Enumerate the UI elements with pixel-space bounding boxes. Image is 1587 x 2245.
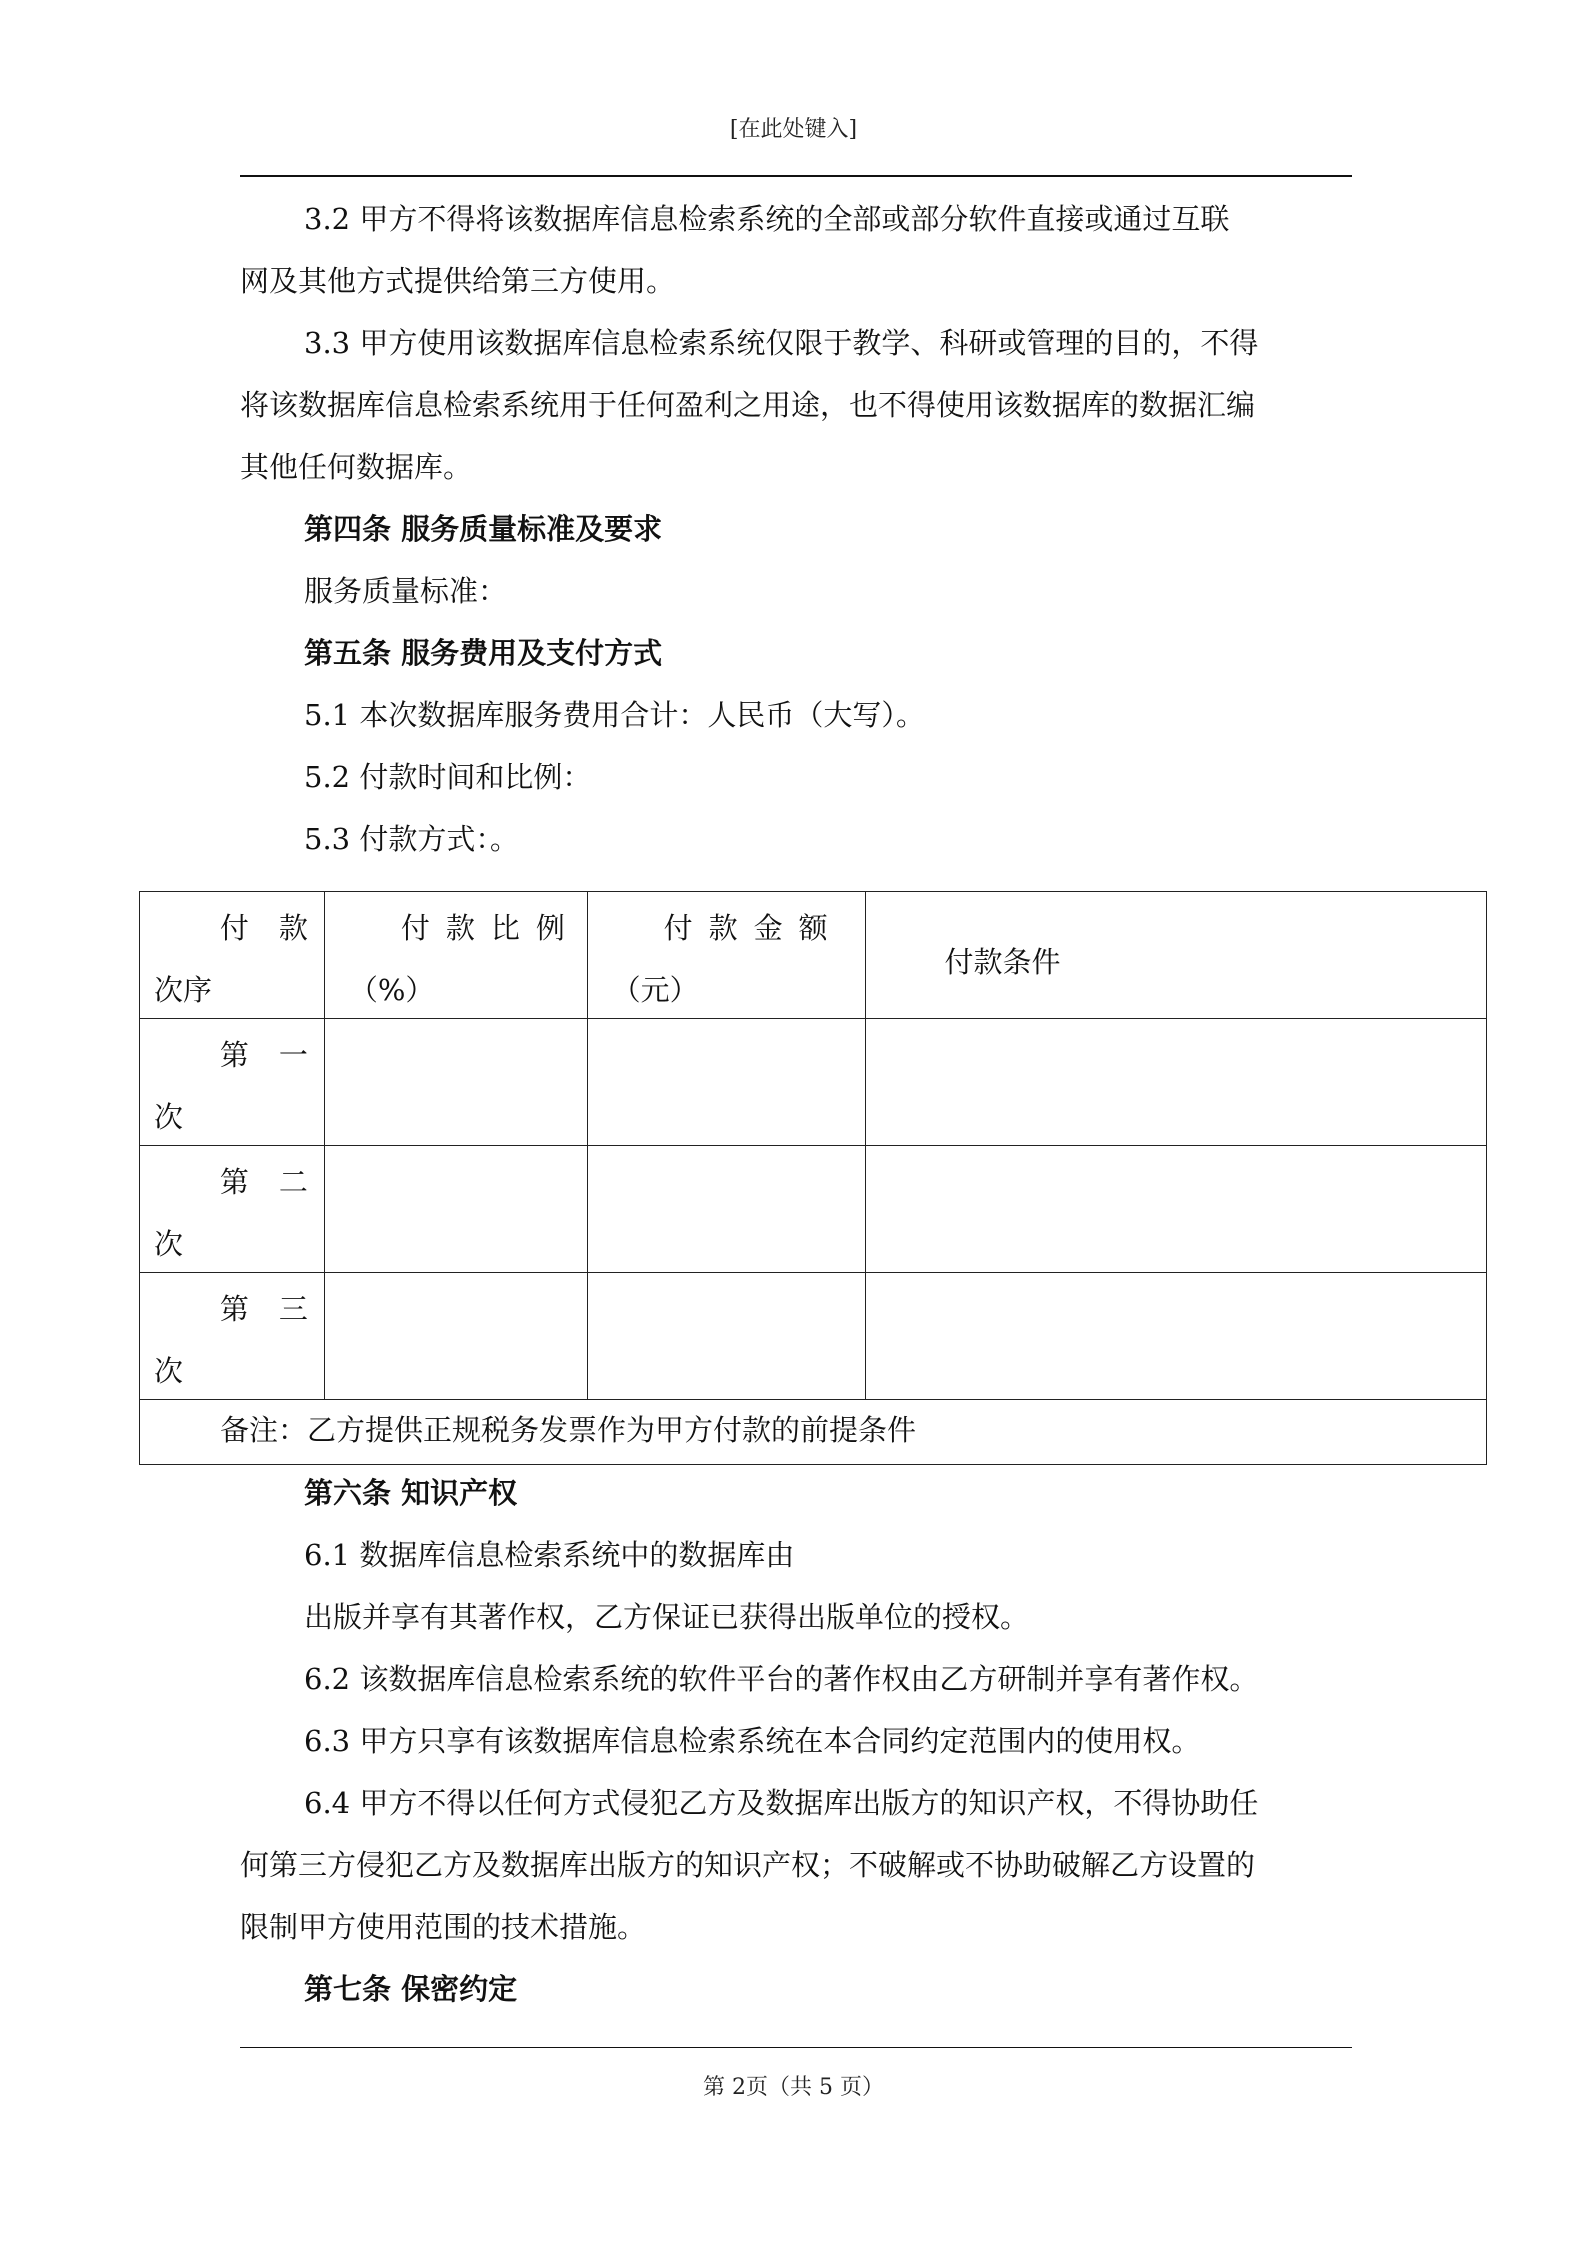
paragraph-line: 6.1 数据库信息检索系统中的数据库由 [304,1538,795,1572]
paragraph-line: 限制甲方使用范围的技术措施。 [240,1910,647,1944]
table-cell-amount[interactable] [587,1019,866,1146]
paragraph-line: 网及其他方式提供给第三方使用。 [240,264,676,298]
table-note: 备注：乙方提供正规税务发票作为甲方付款的前提条件 [220,1413,917,1447]
paragraph-line: 5.2 付款时间和比例： [304,760,592,794]
header-cell-amount [587,892,866,1019]
table-note-row [140,1400,1487,1465]
table-row [140,1273,1487,1400]
document-body-lower [240,1462,1352,2020]
row-label: 次 [154,1354,184,1388]
table-cell-ratio[interactable] [324,1019,587,1146]
header-label: 次序 [154,973,213,1007]
paragraph-line: 6.3 甲方只享有该数据库信息检索系统在本合同约定范围内的使用权。 [304,1724,1201,1758]
section-heading: 第四条 服务质量标准及要求 [304,512,663,546]
row-label: 次 [154,1100,184,1134]
row-label: 第三 [219,1292,338,1326]
row-label: 第一 [219,1038,338,1072]
payment-table [139,891,1487,1465]
row-label-cell [140,1019,338,1146]
table-header-row [140,892,1487,1019]
header-label: 付款金额 [663,911,844,945]
document-body [240,188,1352,870]
paragraph-line: 5.3 付款方式：。 [304,822,519,856]
paragraphs-top [240,188,1352,870]
page-header: [在此处键入] [729,117,858,142]
paragraph-line: 6.4 甲方不得以任何方式侵犯乙方及数据库出版方的知识产权，不得协助任 [304,1786,1259,1820]
paragraph-line: 出版并享有其著作权，乙方保证已获得出版单位的授权。 [304,1600,1030,1634]
paragraphs-bottom [240,1462,1352,2020]
section-heading: 第五条 服务费用及支付方式 [304,636,663,670]
header-label: 付款 [219,911,338,945]
header-cell-sequence [140,892,338,1019]
paragraph-line: 何第三方侵犯乙方及数据库出版方的知识产权；不破解或不协助破解乙方设置的 [240,1848,1256,1882]
paragraph-line: 3.2 甲方不得将该数据库信息检索系统的全部或部分软件直接或通过互联 [304,202,1230,236]
header-cell-condition [866,892,1487,1019]
paragraph-line: 其他任何数据库。 [240,450,473,484]
table-row [140,1019,1487,1146]
row-label-cell [140,1273,338,1400]
table-note-cell [140,1400,1487,1465]
section-heading: 第七条 保密约定 [304,1972,518,2006]
header-label: 付款条件 [944,945,1061,979]
header-cell-ratio [324,892,587,1019]
paragraph-line: 服务质量标准： [304,574,508,608]
row-label-cell [140,1146,338,1273]
table-row [140,1146,1487,1273]
page-footer: 第 2页（共 5 页） [703,2075,884,2100]
table-cell-amount[interactable] [587,1146,866,1273]
paragraph-line: 将该数据库信息检索系统用于任何盈利之用途，也不得使用该数据库的数据汇编 [240,388,1256,422]
table-cell-condition[interactable] [866,1146,1487,1273]
row-label: 次 [154,1227,184,1261]
table-cell-condition[interactable] [866,1019,1487,1146]
paragraph-line: 6.2 该数据库信息检索系统的软件平台的著作权由乙方研制并享有著作权。 [304,1662,1259,1696]
section-heading: 第六条 知识产权 [304,1476,518,1510]
header-label: （元） [611,973,699,1007]
header-rule [240,175,1352,177]
header-label: （%） [348,973,435,1007]
header-label: 付款比例 [400,911,581,945]
paragraph-line: 5.1 本次数据库服务费用合计：人民币（大写）。 [304,698,925,732]
paragraph-line: 3.3 甲方使用该数据库信息检索系统仅限于教学、科研或管理的目的，不得 [304,326,1259,360]
table-cell-ratio[interactable] [324,1273,587,1400]
table-cell-amount[interactable] [587,1273,866,1400]
table-cell-ratio[interactable] [324,1146,587,1273]
row-label: 第二 [219,1165,338,1199]
table-cell-condition[interactable] [866,1273,1487,1400]
footer-rule [240,2047,1352,2048]
